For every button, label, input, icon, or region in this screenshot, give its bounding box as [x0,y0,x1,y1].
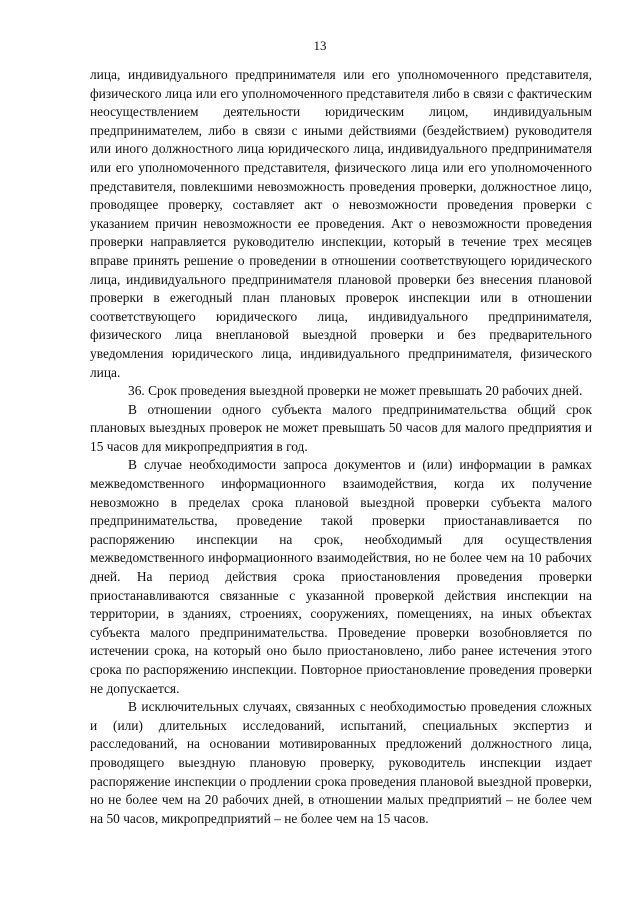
paragraph-small-business-limit: В отношении одного субъекта малого предпринимательства общий срок плановых выездных проверок не может превышать 50 часов для малого предприятия и 15 часов для микропредприятия в год. [90,401,592,454]
page-number: 13 [313,38,327,53]
paragraph-item-36: 36. Срок проведения выездной проверки не может превышать 20 рабочих дней. [128,383,583,399]
paragraph-continuation: лица, индивидуального предпринимателя или его уполномоченного представителя, физического лица или его уполномоченного представителя либо в связи с фактическим неосуществлением деятельности юридическим лицом, индивидуальным предпринимателем, либо в связи с иными действиями (бездействием) руководителя или иного должностного лица юридического лица, индивидуального предпринимателя или его уполномоченного представителя, физического лица или его уполномоченного представителя, повлекшими невозможность проведения проверки, должностное лицо, проводящее проверку, составляет акт о невозможности проведения проверки с указанием причин невозможности ее проведения. Акт о невозможности проведения проверки направляется руководителю инспекции, который в течение трех месяцев вправе принять решение о проведении в отношении соответствующего юридического лица, индивидуального предпринимателя плановой проверки без внесения плановой проверки в ежегодный план плановых проверок инспекции или в отношении соответствующего юридического лица, индивидуального предпринимателя, физического лица внеплановой выездной проверки и без предварительного уведомления юридического лица, индивидуального предпринимателя, физического лица. [90,67,592,380]
document-body [90,66,592,828]
paragraph-suspension: В случае необходимости запроса документов и (или) информации в рамках межведомственного информационного взаимодействия, когда их получение невозможно в пределах срока плановой выездной проверки субъекта малого предпринимательства, проведение такой проверки приостанавливается по распоряжению инспекции на срок, необходимый для осуществления межведомственного информационного взаимодействия, но не более чем на 10 рабочих дней. На период действия срока приостановления проведения проверки приостанавливаются связанные с указанной проверкой действия инспекции на территории, в зданиях, строениях, сооружениях, помещениях, на иных объектах субъекта малого предпринимательства. Проведение проверки возобновляется по истечении срока, на который оно было приостановлено, либо ранее истечения этого срока по распоряжению инспекции. Повторное приостановление проведения проверки не допускается. [90,457,592,696]
paragraph-extension: В исключительных случаях, связанных с необходимостью проведения сложных и (или) длительных исследований, испытаний, специальных экспертиз и расследований, на основании мотивированных предложений должностного лица, проводящего выездную плановую проверку, руководитель инспекции издает распоряжение инспекции о продлении срока проведения плановой выездной проверки, но не более чем на 20 рабочих дней, в отношении малых предприятий – не более чем на 50 часов, микропредприятий – не более чем на 15 часов. [90,699,592,826]
